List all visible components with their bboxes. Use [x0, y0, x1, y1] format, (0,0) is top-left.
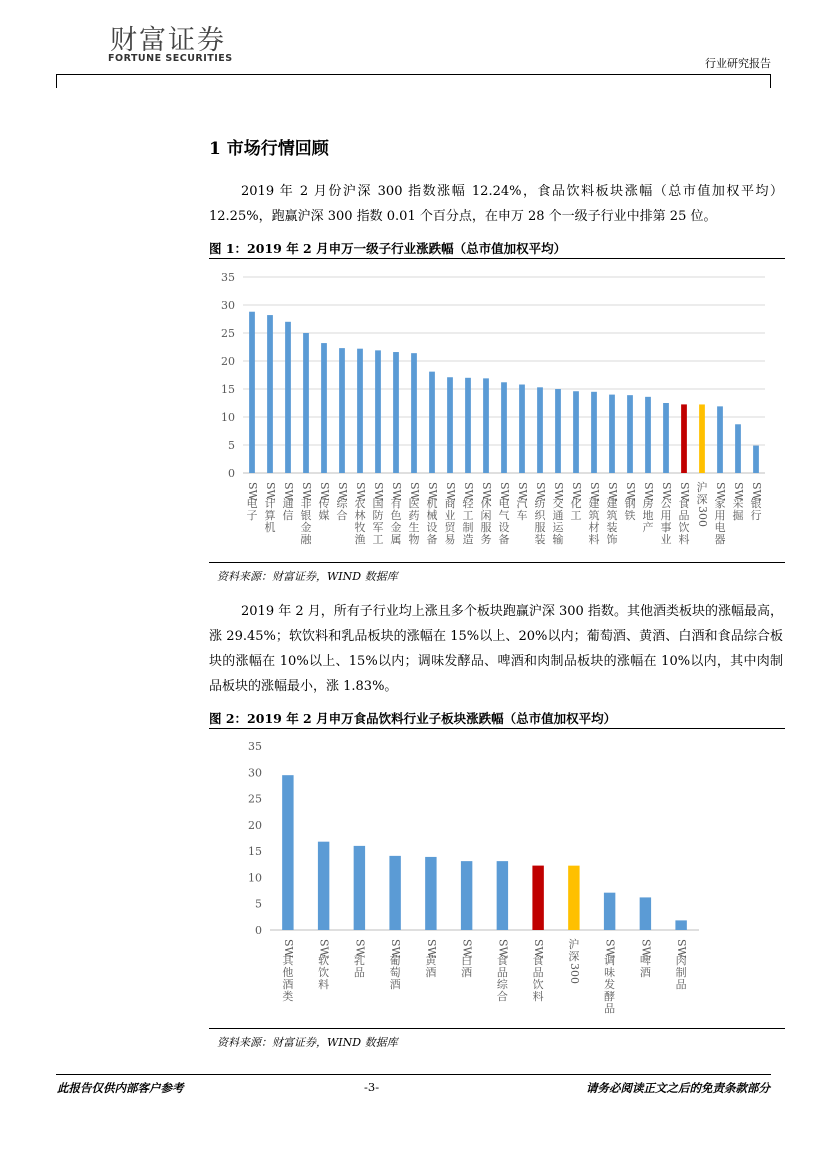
- section-title: 1 市场行情回顾: [209, 139, 329, 159]
- svg-text:建: 建: [606, 496, 618, 510]
- y-tick-label: 0: [255, 924, 262, 937]
- svg-text:肉: 肉: [675, 953, 687, 967]
- company-logo-chinese: 财富证券: [110, 25, 226, 56]
- figure1-bar-chart: [209, 259, 785, 562]
- svg-text:业: 业: [444, 508, 456, 522]
- svg-text:SW: SW: [372, 482, 385, 501]
- bar-SW计算机: [267, 315, 273, 473]
- svg-text:乳: 乳: [353, 953, 365, 967]
- svg-text:牧: 牧: [354, 520, 366, 534]
- svg-text:啤: 啤: [639, 953, 651, 967]
- y-tick-label: 20: [221, 355, 235, 368]
- x-tick-label: [696, 480, 709, 527]
- svg-text:信: 信: [282, 508, 294, 522]
- bar-SW啤酒: [640, 897, 651, 930]
- bar-SW其他酒类: [282, 775, 293, 930]
- svg-text:公: 公: [660, 496, 672, 510]
- svg-text:闲: 闲: [480, 508, 492, 522]
- x-tick-label: [639, 939, 652, 979]
- svg-text:SW: SW: [678, 482, 691, 501]
- x-tick-label: [678, 482, 691, 546]
- bar-SW食品饮料: [532, 866, 543, 930]
- bar-SW建筑材料: [591, 392, 597, 473]
- svg-text:电: 电: [246, 496, 258, 510]
- svg-text:工: 工: [570, 508, 582, 522]
- bar-SW化工: [573, 391, 579, 473]
- x-tick-label: [480, 482, 493, 546]
- svg-text:SW: SW: [281, 939, 295, 958]
- svg-text:SW: SW: [675, 939, 689, 958]
- svg-text:电: 电: [498, 496, 510, 510]
- svg-text:SW: SW: [424, 939, 438, 958]
- svg-text:其: 其: [282, 953, 294, 967]
- svg-text:器: 器: [714, 532, 726, 546]
- bar-SW建筑装饰: [609, 395, 615, 473]
- svg-text:料: 料: [532, 989, 544, 1003]
- page-number: -3-: [364, 1080, 380, 1094]
- svg-text:国: 国: [372, 496, 384, 510]
- bar-SW电气设备: [501, 382, 507, 473]
- svg-text:输: 输: [552, 532, 564, 546]
- x-tick-label: [534, 482, 547, 546]
- svg-text:医: 医: [408, 496, 420, 510]
- header-divider: [56, 74, 771, 75]
- svg-text:非: 非: [300, 496, 312, 510]
- x-tick-label: [318, 482, 331, 522]
- x-tick-label: [246, 482, 259, 522]
- x-tick-label: [588, 482, 601, 546]
- svg-text:生: 生: [408, 520, 420, 534]
- svg-text:SW: SW: [714, 482, 727, 501]
- svg-text:设: 设: [426, 520, 438, 534]
- svg-text:SW: SW: [336, 482, 349, 501]
- y-tick-label: 35: [248, 740, 262, 753]
- svg-text:用: 用: [714, 508, 726, 522]
- svg-text:综: 综: [496, 977, 508, 991]
- y-tick-label: 10: [221, 411, 235, 424]
- bar-SW有色金属: [393, 352, 399, 473]
- svg-text:车: 车: [516, 508, 528, 522]
- header-left-tick: [56, 74, 57, 88]
- bar-SW公用事业: [663, 403, 669, 473]
- svg-text:酒: 酒: [282, 977, 294, 991]
- svg-text:SW: SW: [390, 482, 403, 501]
- x-tick-label: [426, 482, 439, 546]
- svg-text:沪: 沪: [696, 481, 708, 494]
- bar-SW医药生物: [411, 353, 417, 473]
- svg-text:媒: 媒: [318, 508, 330, 522]
- bar-SW乳品: [354, 846, 365, 930]
- bar-SW肉制品: [675, 920, 686, 930]
- svg-text:食: 食: [678, 496, 690, 510]
- svg-text:服: 服: [480, 520, 492, 534]
- bar-SW综合: [339, 348, 345, 473]
- svg-text:SW: SW: [354, 482, 367, 501]
- svg-text:轻: 轻: [462, 496, 474, 510]
- bar-SW轻工制造: [465, 378, 471, 473]
- svg-text:SW: SW: [732, 482, 745, 501]
- bar-SW食品综合: [497, 861, 508, 930]
- svg-text:筑: 筑: [588, 508, 600, 522]
- bar-SW银行: [753, 446, 759, 473]
- svg-text:业: 业: [660, 532, 672, 546]
- svg-text:SW: SW: [264, 482, 277, 501]
- svg-text:防: 防: [372, 508, 384, 522]
- svg-text:食: 食: [496, 953, 508, 967]
- x-tick-label: [444, 482, 457, 546]
- y-tick-label: 0: [228, 467, 235, 480]
- footer-disclaimer-left: 此报告仅供内部客户参考: [57, 1081, 184, 1095]
- svg-text:品: 品: [532, 965, 544, 979]
- svg-text:服: 服: [534, 520, 546, 534]
- svg-text:软: 软: [318, 953, 330, 967]
- svg-text:SW: SW: [282, 482, 295, 501]
- x-tick-label: [318, 939, 331, 991]
- bar-沪深300: [568, 866, 579, 930]
- svg-text:SW: SW: [750, 482, 763, 501]
- svg-text:材: 材: [588, 520, 600, 534]
- svg-text:沪: 沪: [568, 938, 580, 951]
- svg-text:属: 属: [390, 532, 402, 546]
- svg-text:家: 家: [714, 496, 726, 510]
- figure2-title: 图 2：2019 年 2 月申万食品饮料行业子板块涨跌幅（总市值加权平均）: [209, 711, 617, 726]
- svg-text:通: 通: [552, 508, 564, 522]
- bar-SW农林牧渔: [357, 349, 363, 473]
- svg-text:电: 电: [714, 520, 726, 534]
- svg-text:酒: 酒: [425, 965, 437, 979]
- x-tick-label: [714, 482, 727, 546]
- svg-text:汽: 汽: [516, 496, 528, 510]
- svg-text:建: 建: [588, 496, 600, 510]
- svg-text:SW: SW: [444, 482, 457, 501]
- x-tick-label: [498, 482, 511, 546]
- svg-text:品: 品: [496, 965, 508, 979]
- svg-text:银: 银: [300, 508, 312, 522]
- svg-text:饮: 饮: [532, 977, 544, 991]
- svg-text:装: 装: [606, 520, 618, 534]
- x-tick-label: [732, 482, 745, 522]
- bar-SW调味发酵品: [604, 893, 615, 930]
- svg-text:造: 造: [462, 532, 474, 546]
- bar-SW汽车: [519, 385, 525, 473]
- svg-text:类: 类: [282, 989, 294, 1003]
- x-tick-label: [496, 939, 509, 1003]
- svg-text:SW: SW: [606, 482, 619, 501]
- x-tick-label: [568, 937, 581, 984]
- svg-text:SW: SW: [300, 482, 313, 501]
- svg-text:渔: 渔: [354, 532, 366, 546]
- x-tick-label: [675, 939, 688, 991]
- paragraph-market-review: 2019 年 2 月份沪深 300 指数涨幅 12.24%，食品饮料板块涨幅（总市值加权平均）12.25%，跑赢沪深 300 指数 0.01 个百分点，在申万 28 个一级子行业中排第 25 位。: [209, 184, 783, 224]
- svg-text:SW: SW: [498, 482, 511, 501]
- y-tick-label: 15: [248, 845, 262, 859]
- svg-text:味: 味: [604, 965, 616, 979]
- company-logo-english: FORTUNE SECURITIES: [108, 53, 233, 64]
- svg-text:金: 金: [390, 520, 402, 534]
- bar-SW传媒: [321, 343, 327, 473]
- y-tick-label: 20: [248, 818, 262, 832]
- x-tick-label: [408, 482, 421, 546]
- svg-text:黄: 黄: [425, 953, 437, 967]
- x-tick-label: [282, 939, 295, 1003]
- svg-text:酒: 酒: [639, 965, 651, 979]
- svg-text:合: 合: [496, 989, 508, 1003]
- bar-SW商业贸易: [447, 377, 453, 473]
- svg-text:SW: SW: [603, 939, 617, 958]
- svg-text:发: 发: [604, 977, 616, 991]
- y-tick-label: 5: [228, 439, 235, 452]
- svg-text:钢: 钢: [624, 496, 636, 510]
- report-type-label: 行业研究报告: [705, 57, 771, 70]
- svg-text:SW: SW: [426, 482, 439, 501]
- y-tick-label: 25: [248, 792, 262, 806]
- svg-text:械: 械: [426, 508, 438, 522]
- svg-text:综: 综: [336, 496, 348, 510]
- svg-text:SW: SW: [353, 939, 367, 958]
- svg-text:SW: SW: [532, 939, 546, 958]
- svg-text:装: 装: [534, 532, 546, 546]
- x-tick-label: [354, 482, 367, 546]
- svg-text:SW: SW: [462, 482, 475, 501]
- svg-text:设: 设: [498, 520, 510, 534]
- svg-text:SW: SW: [660, 482, 673, 501]
- svg-text:药: 药: [408, 508, 420, 522]
- svg-text:通: 通: [282, 496, 294, 510]
- svg-text:军: 军: [372, 520, 384, 534]
- footer-disclaimer-right: 请务必阅读正文之后的免责条款部分: [586, 1081, 770, 1095]
- bar-SW休闲服务: [483, 378, 489, 473]
- svg-text:葡: 葡: [389, 953, 401, 967]
- svg-text:筑: 筑: [606, 508, 618, 522]
- svg-text:机: 机: [426, 496, 438, 510]
- figure1-source: 资料来源：财富证券，WIND 数据库: [217, 570, 398, 583]
- svg-text:制: 制: [462, 520, 474, 534]
- x-tick-label: [532, 939, 545, 1003]
- svg-text:品: 品: [353, 965, 365, 979]
- y-tick-label: 15: [221, 383, 235, 396]
- x-tick-label: [300, 482, 313, 546]
- svg-text:机: 机: [264, 520, 276, 534]
- bar-SW葡萄酒: [389, 856, 400, 930]
- y-tick-label: 30: [248, 766, 262, 780]
- svg-text:林: 林: [354, 508, 366, 522]
- svg-text:SW: SW: [460, 939, 474, 958]
- svg-text:SW: SW: [516, 482, 529, 501]
- svg-text:300: 300: [696, 506, 709, 527]
- svg-text:有: 有: [390, 496, 402, 510]
- x-tick-label: [660, 482, 673, 546]
- svg-text:SW: SW: [624, 482, 637, 501]
- x-tick-label: [390, 482, 403, 546]
- svg-text:饮: 饮: [318, 965, 330, 979]
- x-tick-label: [353, 939, 366, 979]
- svg-text:金: 金: [300, 520, 312, 534]
- svg-text:交: 交: [552, 496, 564, 510]
- svg-text:SW: SW: [317, 939, 331, 958]
- svg-text:商: 商: [444, 496, 456, 510]
- svg-text:SW: SW: [639, 939, 653, 958]
- svg-text:300: 300: [567, 963, 581, 984]
- svg-text:品: 品: [604, 1001, 616, 1015]
- bar-SW通信: [285, 322, 291, 473]
- bar-SW房地产: [645, 397, 651, 473]
- svg-text:SW: SW: [408, 482, 421, 501]
- svg-text:食: 食: [532, 953, 544, 967]
- svg-text:饮: 饮: [678, 520, 690, 534]
- bar-SW交通运输: [555, 389, 561, 473]
- y-tick-label: 35: [221, 271, 235, 284]
- bar-SW食品饮料: [681, 404, 687, 473]
- figure2-source: 资料来源：财富证券，WIND 数据库: [217, 1036, 398, 1049]
- svg-text:饰: 饰: [606, 532, 618, 546]
- svg-text:用: 用: [660, 508, 672, 522]
- svg-text:融: 融: [300, 532, 312, 546]
- svg-text:计: 计: [264, 496, 276, 510]
- y-tick-label: 30: [221, 299, 235, 312]
- svg-text:农: 农: [354, 496, 366, 510]
- svg-text:SW: SW: [534, 482, 547, 501]
- svg-text:工: 工: [462, 508, 474, 522]
- svg-text:地: 地: [642, 508, 654, 522]
- svg-text:易: 易: [444, 532, 456, 546]
- svg-text:事: 事: [660, 520, 672, 534]
- svg-text:银: 银: [750, 496, 762, 510]
- svg-text:制: 制: [675, 965, 687, 979]
- bar-SW纺织服装: [537, 387, 543, 473]
- bar-SW钢铁: [627, 395, 633, 473]
- header-right-tick: [770, 74, 771, 88]
- x-tick-label: [282, 482, 295, 522]
- svg-text:传: 传: [318, 496, 330, 510]
- svg-text:酒: 酒: [461, 965, 473, 979]
- svg-text:料: 料: [588, 532, 600, 546]
- figure2-bottom-rule: [209, 1028, 785, 1029]
- x-tick-label: [642, 482, 655, 534]
- svg-text:SW: SW: [552, 482, 565, 501]
- bar-SW家用电器: [717, 406, 723, 473]
- bar-沪深300: [699, 404, 705, 473]
- svg-text:备: 备: [498, 532, 510, 546]
- svg-text:SW: SW: [389, 939, 403, 958]
- footer-divider: [56, 1074, 771, 1075]
- x-tick-label: [336, 482, 349, 522]
- bar-SW非银金融: [303, 333, 309, 473]
- svg-text:SW: SW: [318, 482, 331, 501]
- svg-text:深: 深: [696, 493, 708, 506]
- y-tick-label: 25: [221, 327, 235, 340]
- svg-text:物: 物: [408, 532, 420, 546]
- x-tick-label: [604, 939, 617, 1015]
- svg-text:织: 织: [534, 508, 546, 522]
- x-tick-label: [570, 482, 583, 522]
- svg-text:化: 化: [570, 496, 582, 510]
- svg-text:气: 气: [498, 508, 510, 522]
- y-tick-label: 10: [248, 871, 262, 885]
- figure1-title: 图 1：2019 年 2 月申万一级子行业涨跌幅（总市值加权平均）: [209, 241, 567, 256]
- svg-text:铁: 铁: [624, 508, 636, 522]
- x-tick-label: [606, 482, 619, 546]
- svg-text:酒: 酒: [389, 977, 401, 991]
- svg-text:SW: SW: [480, 482, 493, 501]
- svg-text:SW: SW: [496, 939, 510, 958]
- svg-text:SW: SW: [570, 482, 583, 501]
- svg-text:运: 运: [552, 520, 564, 534]
- bar-SW白酒: [461, 861, 472, 930]
- svg-text:酵: 酵: [604, 989, 616, 1003]
- svg-text:行: 行: [750, 508, 762, 522]
- svg-text:调: 调: [604, 953, 616, 967]
- x-tick-label: [516, 482, 529, 522]
- figure2-bar-chart: [209, 729, 785, 1027]
- svg-text:休: 休: [480, 496, 492, 510]
- svg-text:合: 合: [336, 508, 348, 522]
- bar-SW国防军工: [375, 350, 381, 473]
- bar-SW机械设备: [429, 372, 435, 473]
- svg-text:萄: 萄: [389, 965, 401, 979]
- svg-text:色: 色: [390, 508, 402, 522]
- svg-text:品: 品: [675, 977, 687, 991]
- paragraph-subsector-review: 2019 年 2 月，所有子行业均上涨且多个板块跑赢沪深 300 指数。其他酒类板块的涨幅最高，涨 29.45%；软饮料和乳品板块的涨幅在 15%以上、20%以内；葡萄酒、黄酒、白酒和食品综合板块的涨幅在 10%以上、15%以内；调味发酵品、啤酒和肉制品板块的涨幅在 10%以内，其中肉制品板块的涨幅最小，涨 1.83%。: [209, 604, 783, 694]
- svg-text:料: 料: [678, 532, 690, 546]
- svg-text:SW: SW: [642, 482, 655, 501]
- svg-text:掘: 掘: [732, 508, 744, 522]
- svg-text:产: 产: [642, 520, 654, 534]
- svg-text:工: 工: [372, 532, 384, 546]
- x-tick-label: [462, 482, 475, 546]
- x-tick-label: [389, 939, 402, 991]
- x-tick-label: [461, 939, 474, 979]
- x-tick-label: [624, 482, 637, 522]
- svg-text:纺: 纺: [534, 496, 546, 510]
- bar-SW采掘: [735, 424, 741, 473]
- svg-text:他: 他: [282, 965, 294, 979]
- svg-text:料: 料: [318, 977, 330, 991]
- y-tick-label: 5: [255, 897, 262, 911]
- bar-SW电子: [249, 312, 255, 473]
- svg-text:白: 白: [461, 953, 473, 967]
- x-tick-label: [750, 482, 763, 522]
- svg-text:务: 务: [480, 532, 492, 546]
- figure1-bottom-rule: [209, 562, 785, 563]
- svg-text:品: 品: [678, 508, 690, 522]
- x-tick-label: [552, 482, 565, 546]
- svg-text:采: 采: [732, 496, 744, 510]
- svg-text:子: 子: [246, 508, 258, 522]
- bar-SW软饮料: [318, 842, 329, 930]
- x-tick-label: [425, 939, 438, 979]
- x-tick-label: [372, 482, 385, 546]
- svg-text:深: 深: [568, 950, 580, 963]
- svg-text:备: 备: [426, 532, 438, 546]
- svg-text:算: 算: [264, 508, 276, 522]
- svg-text:贸: 贸: [444, 520, 456, 534]
- svg-text:SW: SW: [588, 482, 601, 501]
- svg-text:房: 房: [642, 496, 654, 510]
- bar-SW黄酒: [425, 857, 436, 930]
- svg-text:SW: SW: [246, 482, 259, 501]
- x-tick-label: [264, 482, 277, 534]
